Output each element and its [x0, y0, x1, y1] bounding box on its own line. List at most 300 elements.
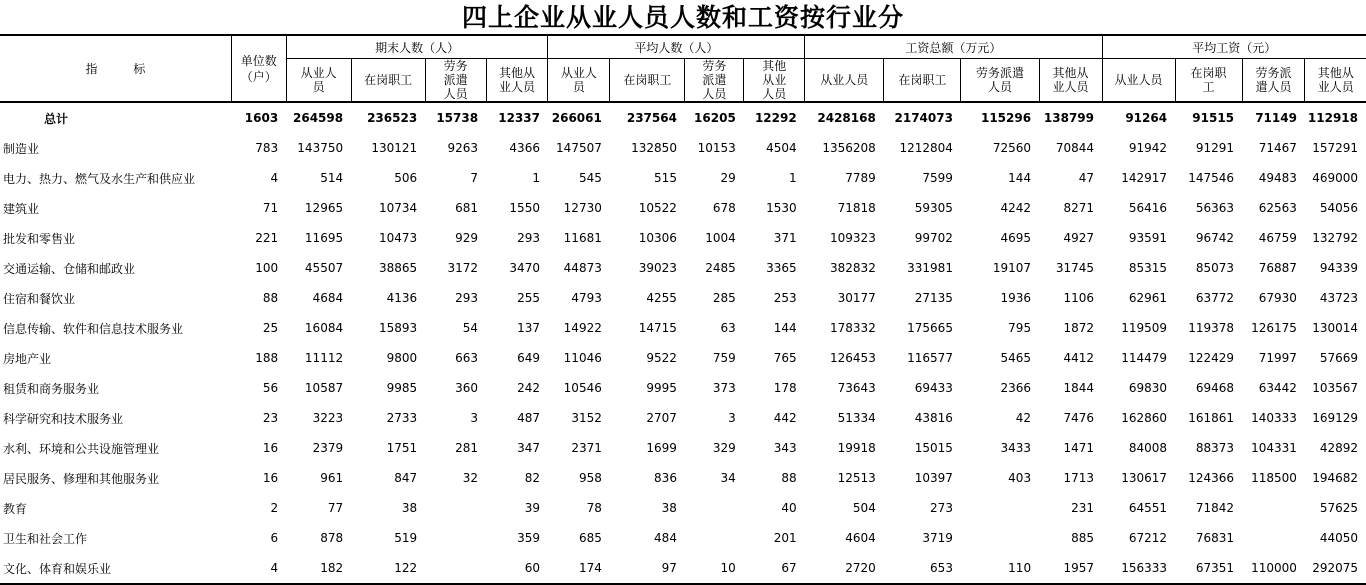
table-cell: 201	[773, 531, 797, 545]
table-cell	[961, 523, 1039, 553]
row-label: 房地产业	[3, 351, 52, 366]
table-cell: 12513	[837, 471, 876, 485]
table-cell: 54056	[1319, 201, 1358, 215]
table-cell: 130014	[1312, 321, 1358, 335]
table-cell: 1	[532, 171, 540, 185]
subheader-cell: 其他从业人员	[744, 59, 805, 103]
data-table	[0, 34, 1366, 585]
table-cell: 1471	[1063, 441, 1094, 455]
table-cell: 264598	[293, 111, 344, 125]
table-cell: 30177	[837, 291, 876, 305]
table-cell: 67930	[1258, 291, 1297, 305]
subheader-cell: 其他从业人员	[1039, 59, 1102, 103]
table-row	[0, 313, 1366, 343]
table-cell: 71818	[837, 201, 876, 215]
table-cell: 34	[720, 471, 736, 485]
table-cell: 11046	[563, 351, 602, 365]
table-cell: 359	[517, 531, 540, 545]
table-cell: 403	[1008, 471, 1032, 485]
table-cell: 3223	[312, 411, 344, 425]
table-cell: 76831	[1195, 531, 1235, 545]
table-cell: 663	[455, 351, 479, 365]
table-cell: 16205	[694, 111, 736, 125]
table-cell: 253	[773, 291, 797, 305]
table-cell: 88373	[1195, 441, 1235, 455]
table-cell: 649	[517, 351, 540, 365]
table-cell: 45507	[304, 261, 344, 275]
table-cell: 71	[262, 201, 279, 215]
table-cell: 15738	[436, 111, 479, 125]
table-cell: 70844	[1055, 141, 1094, 155]
row-label: 交通运输、仓储和邮政业	[3, 261, 136, 276]
table-cell: 1751	[386, 441, 418, 455]
table-cell: 885	[1071, 531, 1094, 545]
table-cell: 4136	[386, 291, 418, 305]
table-cell: 188	[255, 351, 279, 365]
table-cell: 27135	[914, 291, 953, 305]
table-cell: 9985	[386, 381, 418, 395]
table-cell: 10734	[379, 201, 418, 215]
table-cell: 63442	[1258, 381, 1297, 395]
table-row	[0, 403, 1366, 433]
table-cell: 1844	[1063, 381, 1094, 395]
table-cell: 10522	[638, 201, 677, 215]
table-cell: 19107	[992, 261, 1032, 275]
table-cell: 54	[462, 321, 479, 335]
table-cell: 82	[524, 471, 540, 485]
table-cell: 174	[548, 553, 610, 584]
table-cell: 2707	[646, 411, 677, 425]
subheader-cell: 在岗职工	[610, 59, 685, 103]
table-cell: 12965	[304, 201, 344, 215]
table-cell: 122	[351, 553, 425, 584]
row-label: 文化、体育和娱乐业	[0, 553, 231, 584]
table-cell: 44873	[563, 261, 602, 275]
table-cell: 5465	[1000, 351, 1032, 365]
group-header-average-wage: 平均工资（元）	[1102, 35, 1366, 59]
table-cell: 255	[517, 291, 540, 305]
table-row	[0, 493, 1366, 523]
subheader-cell: 在岗职工	[351, 59, 425, 103]
table-cell: 4793	[571, 291, 602, 305]
table-cell: 653	[884, 553, 961, 584]
table-cell: 23	[262, 411, 279, 425]
table-cell: 40	[781, 501, 797, 515]
table-cell: 2	[270, 501, 279, 515]
table-row	[0, 163, 1366, 193]
table-cell: 137	[517, 321, 540, 335]
table-cell: 487	[517, 411, 540, 425]
total-row	[0, 102, 1366, 133]
table-cell: 281	[455, 441, 479, 455]
table-cell: 347	[517, 441, 540, 455]
table-cell: 56363	[1195, 201, 1235, 215]
subheader-cell: 从业人员	[805, 59, 884, 103]
table-cell: 126453	[830, 351, 876, 365]
group-header-average: 平均人数（人）	[548, 35, 805, 59]
table-cell: 119509	[1121, 321, 1168, 335]
table-cell: 2366	[1000, 381, 1032, 395]
table-cell: 57669	[1319, 351, 1358, 365]
table-cell: 15893	[379, 321, 418, 335]
table-cell: 4366	[509, 141, 540, 155]
table-cell: 25	[262, 321, 279, 335]
table-cell: 32	[462, 471, 479, 485]
table-cell: 11112	[304, 351, 344, 365]
table-cell: 929	[455, 231, 479, 245]
table-cell: 91515	[1192, 111, 1235, 125]
table-cell: 96742	[1195, 231, 1235, 245]
table-cell: 1530	[766, 201, 797, 215]
table-cell: 46759	[1258, 231, 1297, 245]
table-cell: 1936	[1000, 291, 1032, 305]
table-cell: 94339	[1319, 261, 1358, 275]
table-cell: 14922	[563, 321, 602, 335]
table-cell: 1	[789, 171, 797, 185]
table-cell: 47	[1078, 171, 1094, 185]
table-row	[0, 373, 1366, 403]
table-cell: 3	[470, 411, 479, 425]
table-cell: 97	[610, 553, 685, 584]
table-cell: 1699	[646, 441, 677, 455]
table-cell: 293	[517, 231, 540, 245]
table-cell: 3172	[447, 261, 479, 275]
table-cell: 10473	[379, 231, 418, 245]
table-cell: 16	[262, 471, 279, 485]
table-cell: 237564	[626, 111, 677, 125]
row-label: 总计	[44, 111, 69, 126]
table-cell: 122429	[1188, 351, 1235, 365]
table-cell: 56416	[1128, 201, 1168, 215]
table-cell: 1603	[244, 111, 279, 125]
table-cell	[961, 493, 1039, 523]
table-cell: 103567	[1312, 381, 1358, 395]
row-label: 科学研究和技术服务业	[3, 411, 124, 426]
table-row	[0, 253, 1366, 283]
table-row	[0, 133, 1366, 163]
table-cell: 681	[455, 201, 479, 215]
table-cell: 382832	[830, 261, 876, 275]
table-cell: 878	[320, 531, 344, 545]
table-cell: 759	[712, 351, 736, 365]
subheader-cell: 从业人员	[548, 59, 610, 103]
table-cell: 71842	[1195, 501, 1235, 515]
table-cell: 360	[455, 381, 479, 395]
table-cell: 91942	[1128, 141, 1168, 155]
table-cell: 1872	[1063, 321, 1094, 335]
table-cell: 71149	[1255, 111, 1297, 125]
table-cell: 140333	[1251, 411, 1297, 425]
table-cell: 10	[685, 553, 744, 584]
subheader-cell: 劳务派遣人员	[961, 59, 1039, 103]
row-label: 租赁和商务服务业	[3, 381, 100, 396]
table-row	[0, 193, 1366, 223]
table-cell: 2485	[705, 261, 736, 275]
table-cell: 519	[394, 531, 418, 545]
table-cell: 110000	[1242, 553, 1305, 584]
subheader-cell: 劳务派遣人员	[1242, 59, 1305, 103]
table-cell: 10306	[638, 231, 677, 245]
table-cell: 67351	[1175, 553, 1242, 584]
table-cell: 144	[773, 321, 797, 335]
row-label: 居民服务、修理和其他服务业	[3, 471, 160, 486]
table-cell: 2733	[386, 411, 418, 425]
table-cell: 109323	[830, 231, 876, 245]
table-cell: 44050	[1319, 531, 1358, 545]
table-cell: 1713	[1063, 471, 1094, 485]
table-cell: 4242	[1000, 201, 1032, 215]
table-row	[0, 463, 1366, 493]
table-cell: 293	[455, 291, 479, 305]
table-cell: 104331	[1251, 441, 1297, 455]
table-cell: 836	[654, 471, 677, 485]
table-cell	[425, 523, 486, 553]
table-body	[0, 102, 1366, 584]
table-cell: 373	[712, 381, 736, 395]
table-cell	[685, 493, 744, 523]
table-cell: 143750	[297, 141, 344, 155]
table-cell: 132850	[631, 141, 677, 155]
table-cell: 38865	[379, 261, 418, 275]
table-cell: 69468	[1195, 381, 1235, 395]
table-cell: 16084	[304, 321, 344, 335]
table-cell: 545	[578, 171, 602, 185]
table-row	[0, 343, 1366, 373]
subheader-cell: 其他从业人员	[1305, 59, 1366, 103]
table-cell: 11695	[304, 231, 344, 245]
table-cell: 10587	[304, 381, 344, 395]
table-cell: 506	[394, 171, 418, 185]
table-cell: 76887	[1258, 261, 1297, 275]
table-cell: 331981	[907, 261, 953, 275]
table-cell: 142917	[1121, 171, 1168, 185]
subheader-cell: 其他从业人员	[486, 59, 548, 103]
table-cell: 1550	[509, 201, 540, 215]
table-cell: 12292	[754, 111, 797, 125]
table-cell: 371	[773, 231, 797, 245]
table-cell: 1957	[1039, 553, 1102, 584]
table-cell: 69830	[1128, 381, 1168, 395]
table-cell: 329	[712, 441, 736, 455]
table-cell: 3	[728, 411, 736, 425]
table-cell: 130617	[1121, 471, 1168, 485]
table-cell	[1242, 493, 1305, 523]
table-cell: 514	[320, 171, 344, 185]
table-cell	[1242, 523, 1305, 553]
table-cell: 2371	[571, 441, 602, 455]
table-cell: 3470	[509, 261, 540, 275]
table-cell: 7599	[922, 171, 953, 185]
table-cell: 469000	[1312, 171, 1358, 185]
table-cell: 114479	[1121, 351, 1168, 365]
table-cell: 343	[773, 441, 797, 455]
table-cell: 4412	[1063, 351, 1094, 365]
table-cell: 9995	[646, 381, 677, 395]
table-cell	[685, 523, 744, 553]
table-cell: 2720	[805, 553, 884, 584]
table-cell: 77	[327, 501, 344, 515]
table-row	[0, 433, 1366, 463]
row-label: 信息传输、软件和信息技术服务业	[3, 321, 184, 336]
table-cell: 67212	[1128, 531, 1168, 545]
row-label: 电力、热力、燃气及水生产和供应业	[3, 171, 196, 186]
table-cell: 100	[255, 261, 279, 275]
table-cell: 221	[255, 231, 279, 245]
table-cell: 9522	[646, 351, 677, 365]
table-cell: 132792	[1312, 231, 1358, 245]
table-cell: 38	[661, 501, 677, 515]
table-cell: 51334	[837, 411, 876, 425]
table-cell: 3719	[922, 531, 953, 545]
subheader-cell: 在岗职工	[1175, 59, 1242, 103]
table-cell: 7789	[845, 171, 876, 185]
table-cell: 3433	[1000, 441, 1032, 455]
table-cell: 4255	[646, 291, 677, 305]
unit-count-header: 单位数（户）	[231, 35, 286, 102]
table-cell: 169129	[1312, 411, 1358, 425]
table-cell: 115296	[980, 111, 1032, 125]
table-cell: 85073	[1195, 261, 1235, 275]
table-cell: 31745	[1055, 261, 1094, 275]
row-label: 住宿和餐饮业	[3, 291, 76, 306]
table-cell: 6	[270, 531, 279, 545]
table-cell: 85315	[1128, 261, 1168, 275]
table-cell: 57625	[1319, 501, 1358, 515]
table-cell: 69433	[914, 381, 953, 395]
table-cell: 156333	[1102, 553, 1175, 584]
table-cell: 42892	[1319, 441, 1358, 455]
table-cell: 678	[712, 201, 736, 215]
table-cell: 42	[1015, 411, 1032, 425]
table-cell: 62563	[1258, 201, 1297, 215]
group-header-total-wages: 工资总额（万元）	[805, 35, 1102, 59]
table-cell: 9800	[386, 351, 418, 365]
table-cell: 71997	[1258, 351, 1297, 365]
table-cell: 847	[394, 471, 418, 485]
table-cell: 116577	[907, 351, 953, 365]
table-cell	[425, 553, 486, 584]
table-cell: 60	[486, 553, 548, 584]
table-cell: 88	[781, 471, 797, 485]
row-label: 制造业	[3, 141, 40, 156]
page-title: 四上企业从业人员人数和工资按行业分	[461, 3, 904, 32]
table-cell: 162860	[1121, 411, 1168, 425]
table-header	[0, 35, 1366, 102]
table-cell: 29	[720, 171, 736, 185]
table-cell: 63772	[1195, 291, 1235, 305]
table-cell: 119378	[1188, 321, 1235, 335]
table-cell: 783	[255, 141, 279, 155]
table-cell: 10546	[563, 381, 602, 395]
subheader-cell: 从业人员	[286, 59, 351, 103]
table-cell: 73643	[837, 381, 876, 395]
table-cell: 2428168	[817, 111, 876, 125]
table-cell: 2174073	[894, 111, 953, 125]
table-cell: 99702	[914, 231, 953, 245]
table-cell: 11681	[563, 231, 602, 245]
table-cell: 4504	[766, 141, 797, 155]
table-cell: 63	[720, 321, 736, 335]
table-cell: 765	[773, 351, 797, 365]
table-cell: 9263	[447, 141, 479, 155]
table-cell: 242	[517, 381, 540, 395]
table-cell: 49483	[1258, 171, 1297, 185]
table-cell: 515	[654, 171, 677, 185]
table-cell: 266061	[551, 111, 602, 125]
table-cell: 1212804	[899, 141, 953, 155]
table-cell: 147546	[1188, 171, 1235, 185]
table-cell: 144	[1008, 171, 1032, 185]
table-cell: 72560	[992, 141, 1032, 155]
subheader-cell: 在岗职工	[884, 59, 961, 103]
table-cell: 231	[1071, 501, 1094, 515]
table-cell: 292075	[1305, 553, 1366, 584]
table-cell: 7	[470, 171, 479, 185]
table-cell: 795	[1008, 321, 1032, 335]
table-row	[0, 223, 1366, 253]
row-label: 卫生和社会工作	[3, 531, 88, 546]
table-cell: 93591	[1128, 231, 1168, 245]
table-row	[0, 283, 1366, 313]
table-cell: 91264	[1125, 111, 1168, 125]
table-cell: 8271	[1063, 201, 1094, 215]
row-label: 水利、环境和公共设施管理业	[3, 441, 160, 456]
table-cell: 157291	[1312, 141, 1358, 155]
table-cell: 175665	[907, 321, 953, 335]
table-cell: 4695	[1000, 231, 1032, 245]
table-cell: 39023	[638, 261, 677, 275]
table-cell: 16	[262, 441, 279, 455]
table-cell: 4	[231, 553, 286, 584]
table-cell: 4927	[1063, 231, 1094, 245]
table-cell: 112918	[1307, 111, 1358, 125]
table-cell: 685	[578, 531, 602, 545]
table-row	[0, 553, 1366, 584]
table-cell: 126175	[1251, 321, 1297, 335]
table-cell: 194682	[1312, 471, 1358, 485]
table-cell: 62961	[1128, 291, 1168, 305]
table-cell: 124366	[1188, 471, 1235, 485]
table-cell: 56	[262, 381, 279, 395]
table-cell: 178332	[830, 321, 876, 335]
table-cell: 43816	[914, 411, 953, 425]
table-cell: 10397	[914, 471, 953, 485]
table-cell: 110	[961, 553, 1039, 584]
table-cell: 138799	[1043, 111, 1094, 125]
table-cell: 130121	[371, 141, 418, 155]
table-cell: 4	[270, 171, 279, 185]
table-cell: 178	[773, 381, 797, 395]
table-cell: 504	[852, 501, 876, 515]
table-cell: 19918	[837, 441, 876, 455]
table-cell: 43723	[1319, 291, 1358, 305]
table-cell: 273	[930, 501, 953, 515]
subheader-cell: 劳务派遣人员	[425, 59, 486, 103]
table-cell: 39	[524, 501, 540, 515]
table-cell: 88	[262, 291, 279, 305]
table-cell: 1356208	[822, 141, 876, 155]
table-cell: 958	[578, 471, 602, 485]
table-cell: 15015	[914, 441, 953, 455]
table-cell: 161861	[1188, 411, 1235, 425]
table-cell: 1004	[705, 231, 736, 245]
table-cell: 442	[773, 411, 797, 425]
table-cell: 484	[654, 531, 677, 545]
table-cell: 2379	[312, 441, 344, 455]
table-cell: 147507	[556, 141, 602, 155]
table-cell: 3365	[766, 261, 797, 275]
table-cell: 4684	[312, 291, 344, 305]
